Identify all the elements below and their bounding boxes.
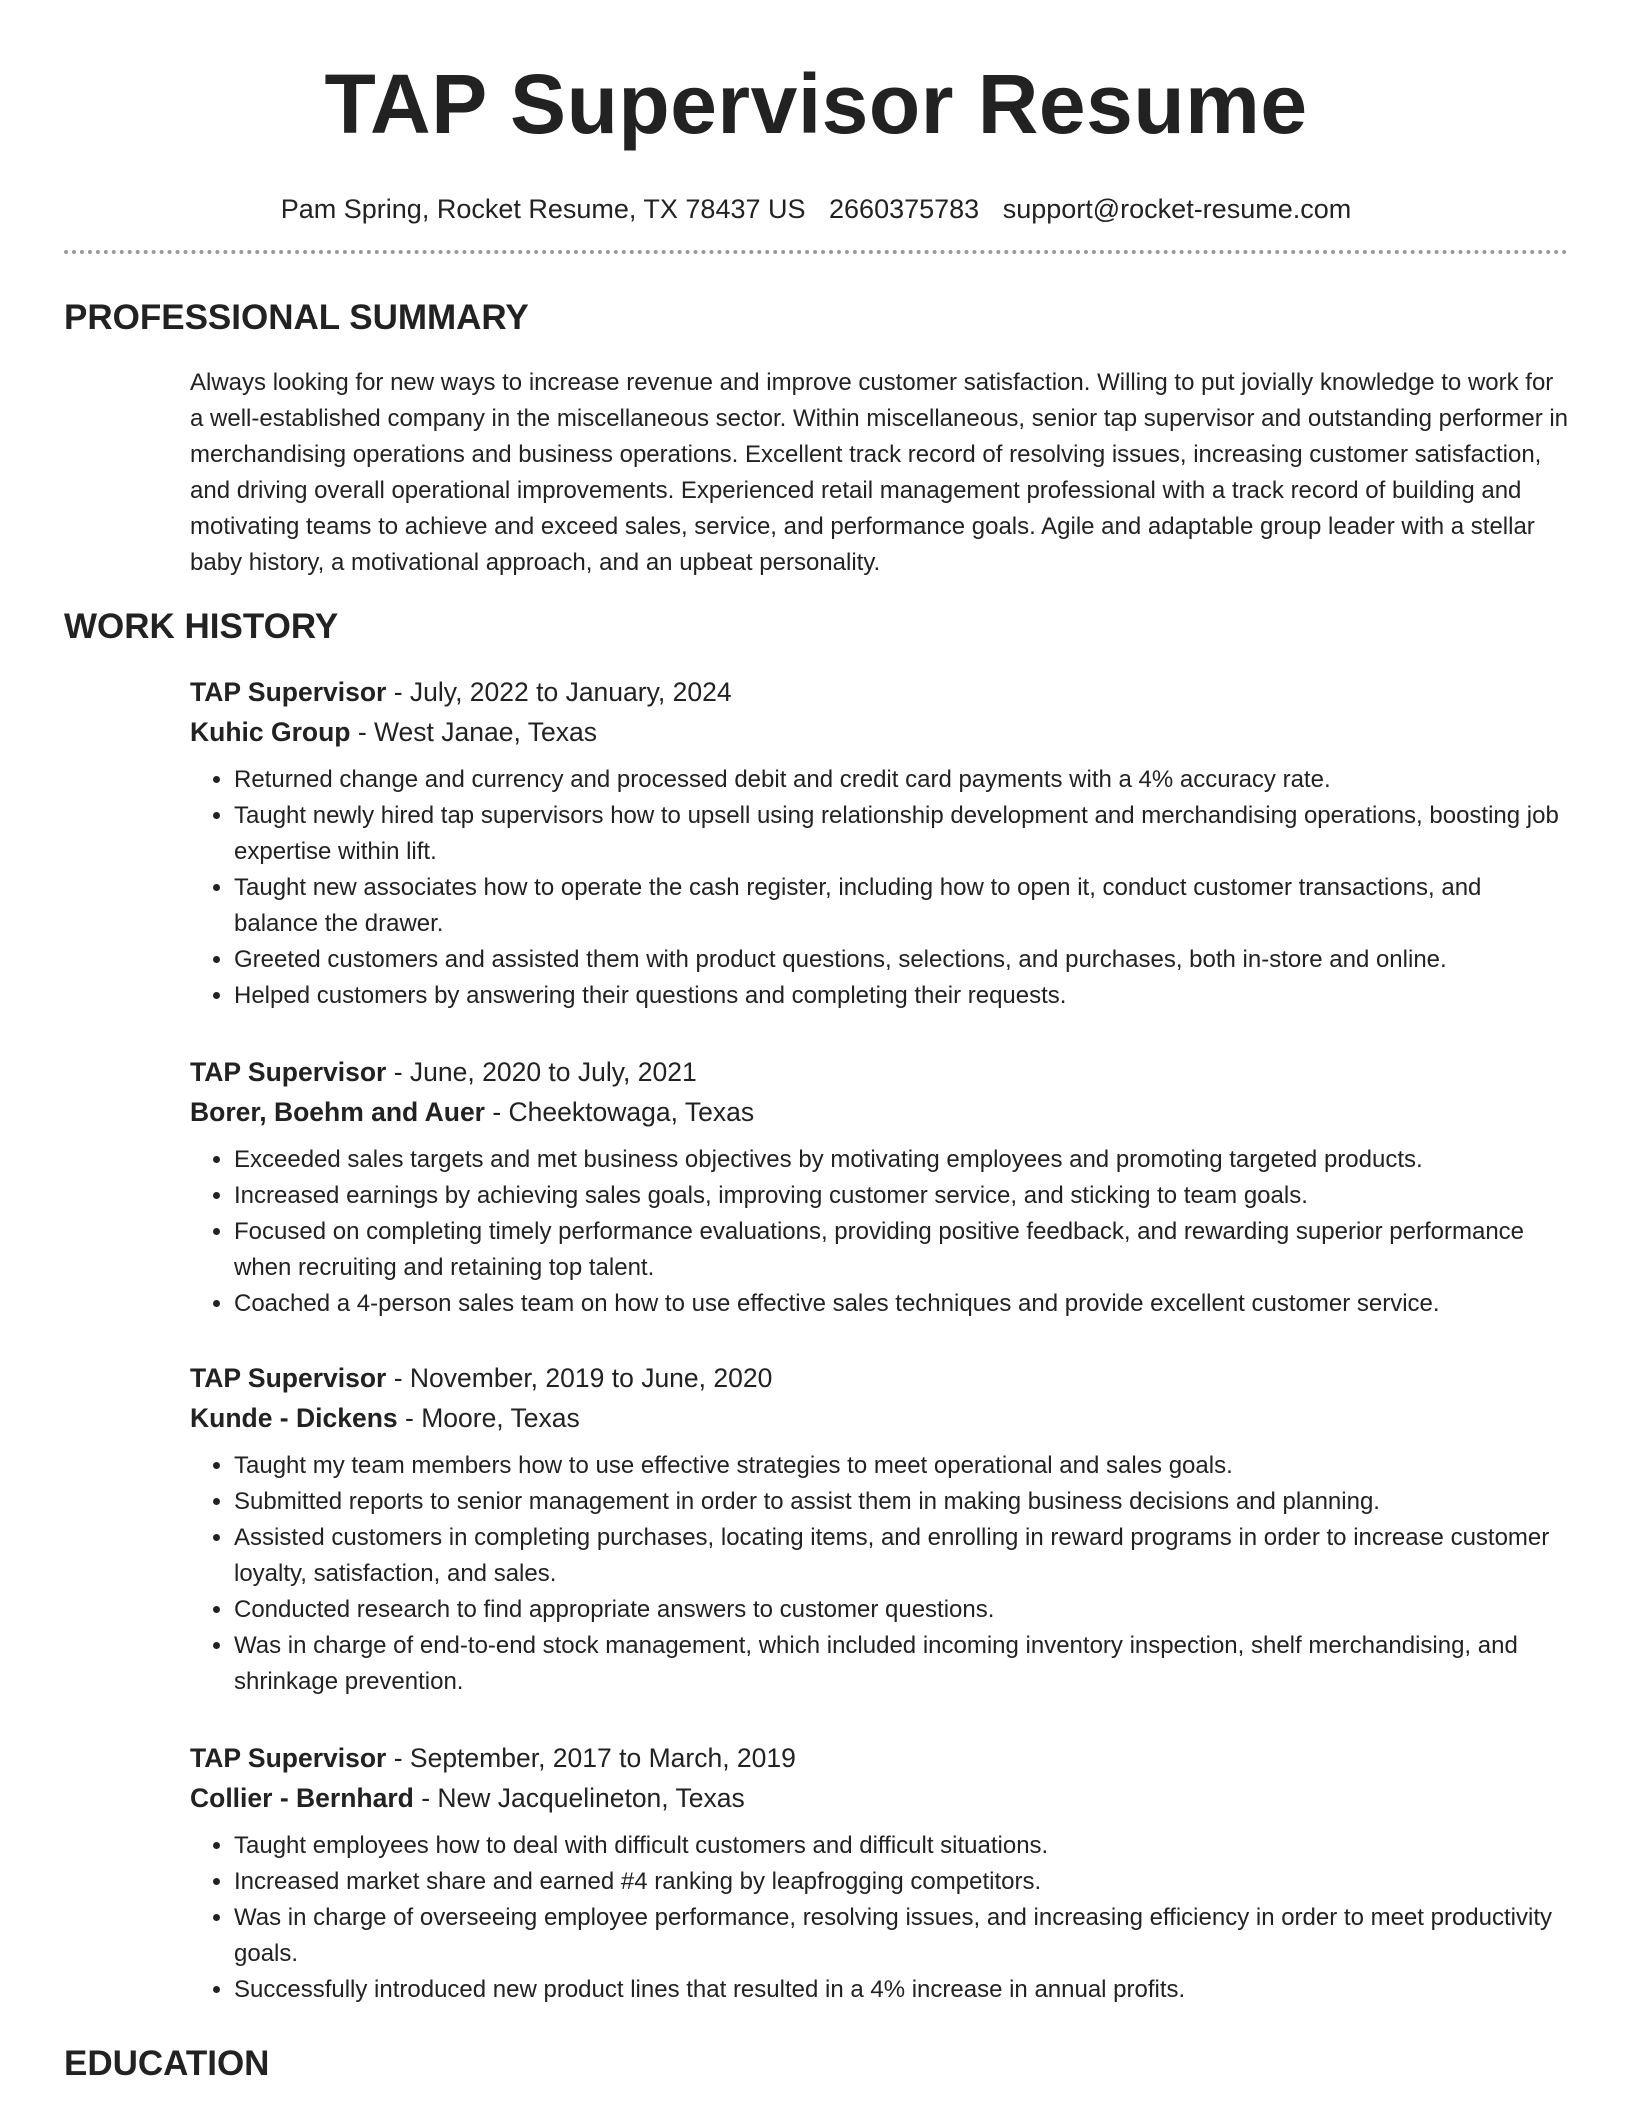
header-divider xyxy=(64,250,1568,254)
contact-phone: 2660375783 xyxy=(829,194,980,224)
contact-line xyxy=(0,192,1632,226)
job-location: - New Jacquelineton, Texas xyxy=(413,1783,745,1813)
job-bullet: • Successfully introduced new product lines that resulted in a 4% increase in annual profits. xyxy=(234,1972,1570,2008)
summary-heading: PROFESSIONAL SUMMARY xyxy=(64,298,529,337)
job-company: Collier - Bernhard xyxy=(190,1783,414,1813)
job-bullet: • Taught my team members how to use effective strategies to meet operational and sales goals. xyxy=(234,1448,1570,1484)
job-bullets xyxy=(190,762,1570,1014)
job-bullet: • Greeted customers and assisted them with product questions, selections, and purchases, both in-store and online. xyxy=(234,942,1570,978)
job-bullet: • Taught employees how to deal with difficult customers and difficult situations. xyxy=(234,1828,1570,1864)
job-bullet: • Taught newly hired tap supervisors how to upsell using relationship development and merchandising operations, boosting job expertise within lift. xyxy=(234,798,1570,870)
job-dates: - September, 2017 to March, 2019 xyxy=(386,1743,796,1773)
job-bullet: • Submitted reports to senior management in order to assist them in making business decisions and planning. xyxy=(234,1484,1570,1520)
job-entry xyxy=(190,1738,1570,2008)
job-company: Borer, Boehm and Auer xyxy=(190,1097,485,1127)
job-bullet: • Exceeded sales targets and met business objectives by motivating employees and promoting targeted products. xyxy=(234,1142,1570,1178)
contact-email: support@rocket-resume.com xyxy=(1002,194,1352,224)
job-bullet: • Coached a 4-person sales team on how to use effective sales techniques and provide excellent customer service. xyxy=(234,1286,1570,1322)
job-location: - West Janae, Texas xyxy=(350,717,597,747)
job-title-line xyxy=(190,1358,1570,1398)
education-heading: EDUCATION xyxy=(64,2044,270,2083)
job-title: TAP Supervisor xyxy=(190,1363,387,1393)
job-bullet: • Helped customers by answering their questions and completing their requests. xyxy=(234,978,1570,1014)
job-dates: - June, 2020 to July, 2021 xyxy=(386,1057,697,1087)
job-bullet: • Assisted customers in completing purchases, locating items, and enrolling in reward programs in order to increase customer loyalty, satisfaction, and sales. xyxy=(234,1520,1570,1592)
job-company: Kuhic Group xyxy=(190,717,351,747)
job-company-line xyxy=(190,1092,1570,1132)
job-entry xyxy=(190,1358,1570,1700)
job-company-line xyxy=(190,712,1570,752)
job-bullet: • Conducted research to find appropriate answers to customer questions. xyxy=(234,1592,1570,1628)
job-bullets xyxy=(190,1828,1570,2008)
job-company-line xyxy=(190,1778,1570,1818)
job-bullet: • Was in charge of end-to-end stock management, which included incoming inventory inspection, shelf merchandising, and shrinkage prevention. xyxy=(234,1628,1570,1700)
work-history-heading: WORK HISTORY xyxy=(64,607,339,646)
job-bullet: • Was in charge of overseeing employee performance, resolving issues, and increasing efficiency in order to meet productivity goals. xyxy=(234,1900,1570,1972)
job-bullet: • Increased earnings by achieving sales goals, improving customer service, and sticking to team goals. xyxy=(234,1178,1570,1214)
summary-text: Always looking for new ways to increase revenue and improve customer satisfaction. Willing to put jovially knowledge to work for a well-established company in the miscellaneous sector. Within miscellaneous, senior tap supervisor and outstanding performer in merchandising operations and business operations. Excellent track record of resolving issues, increasing customer satisfaction, and driving overall operational improvements. Experienced retail management professional with a track record of building and motivating teams to achieve and exceed sales, service, and performance goals. Agile and adaptable group leader with a stellar baby history, a motivational approach, and an upbeat personality. xyxy=(190,369,1569,576)
job-entry xyxy=(190,1052,1570,1322)
job-bullet: • Increased market share and earned #4 ranking by leapfrogging competitors. xyxy=(234,1864,1570,1900)
job-bullet: • Focused on completing timely performance evaluations, providing positive feedback, and rewarding superior performance when recruiting and retaining top talent. xyxy=(234,1214,1570,1286)
job-bullet: • Returned change and currency and processed debit and credit card payments with a 4% accuracy rate. xyxy=(234,762,1570,798)
contact-address: Pam Spring, Rocket Resume, TX 78437 US xyxy=(280,194,806,224)
resume-header xyxy=(0,0,1632,226)
job-dates: - July, 2022 to January, 2024 xyxy=(386,677,732,707)
job-bullets xyxy=(190,1448,1570,1700)
job-bullets xyxy=(190,1142,1570,1322)
job-company: Kunde - Dickens xyxy=(190,1403,398,1433)
job-bullet: • Taught new associates how to operate the cash register, including how to open it, conduct customer transactions, and balance the drawer. xyxy=(234,870,1570,942)
job-title-line xyxy=(190,1052,1570,1092)
job-title-line xyxy=(190,1738,1570,1778)
job-title-line xyxy=(190,672,1570,712)
job-location: - Moore, Texas xyxy=(397,1403,580,1433)
job-company-line xyxy=(190,1398,1570,1438)
job-title: TAP Supervisor xyxy=(190,1743,387,1773)
job-title: TAP Supervisor xyxy=(190,1057,387,1087)
job-title: TAP Supervisor xyxy=(190,677,387,707)
job-dates: - November, 2019 to June, 2020 xyxy=(386,1363,773,1393)
job-entry xyxy=(190,672,1570,1014)
job-location: - Cheektowaga, Texas xyxy=(485,1097,755,1127)
resume-title: TAP Supervisor Resume xyxy=(324,57,1308,151)
